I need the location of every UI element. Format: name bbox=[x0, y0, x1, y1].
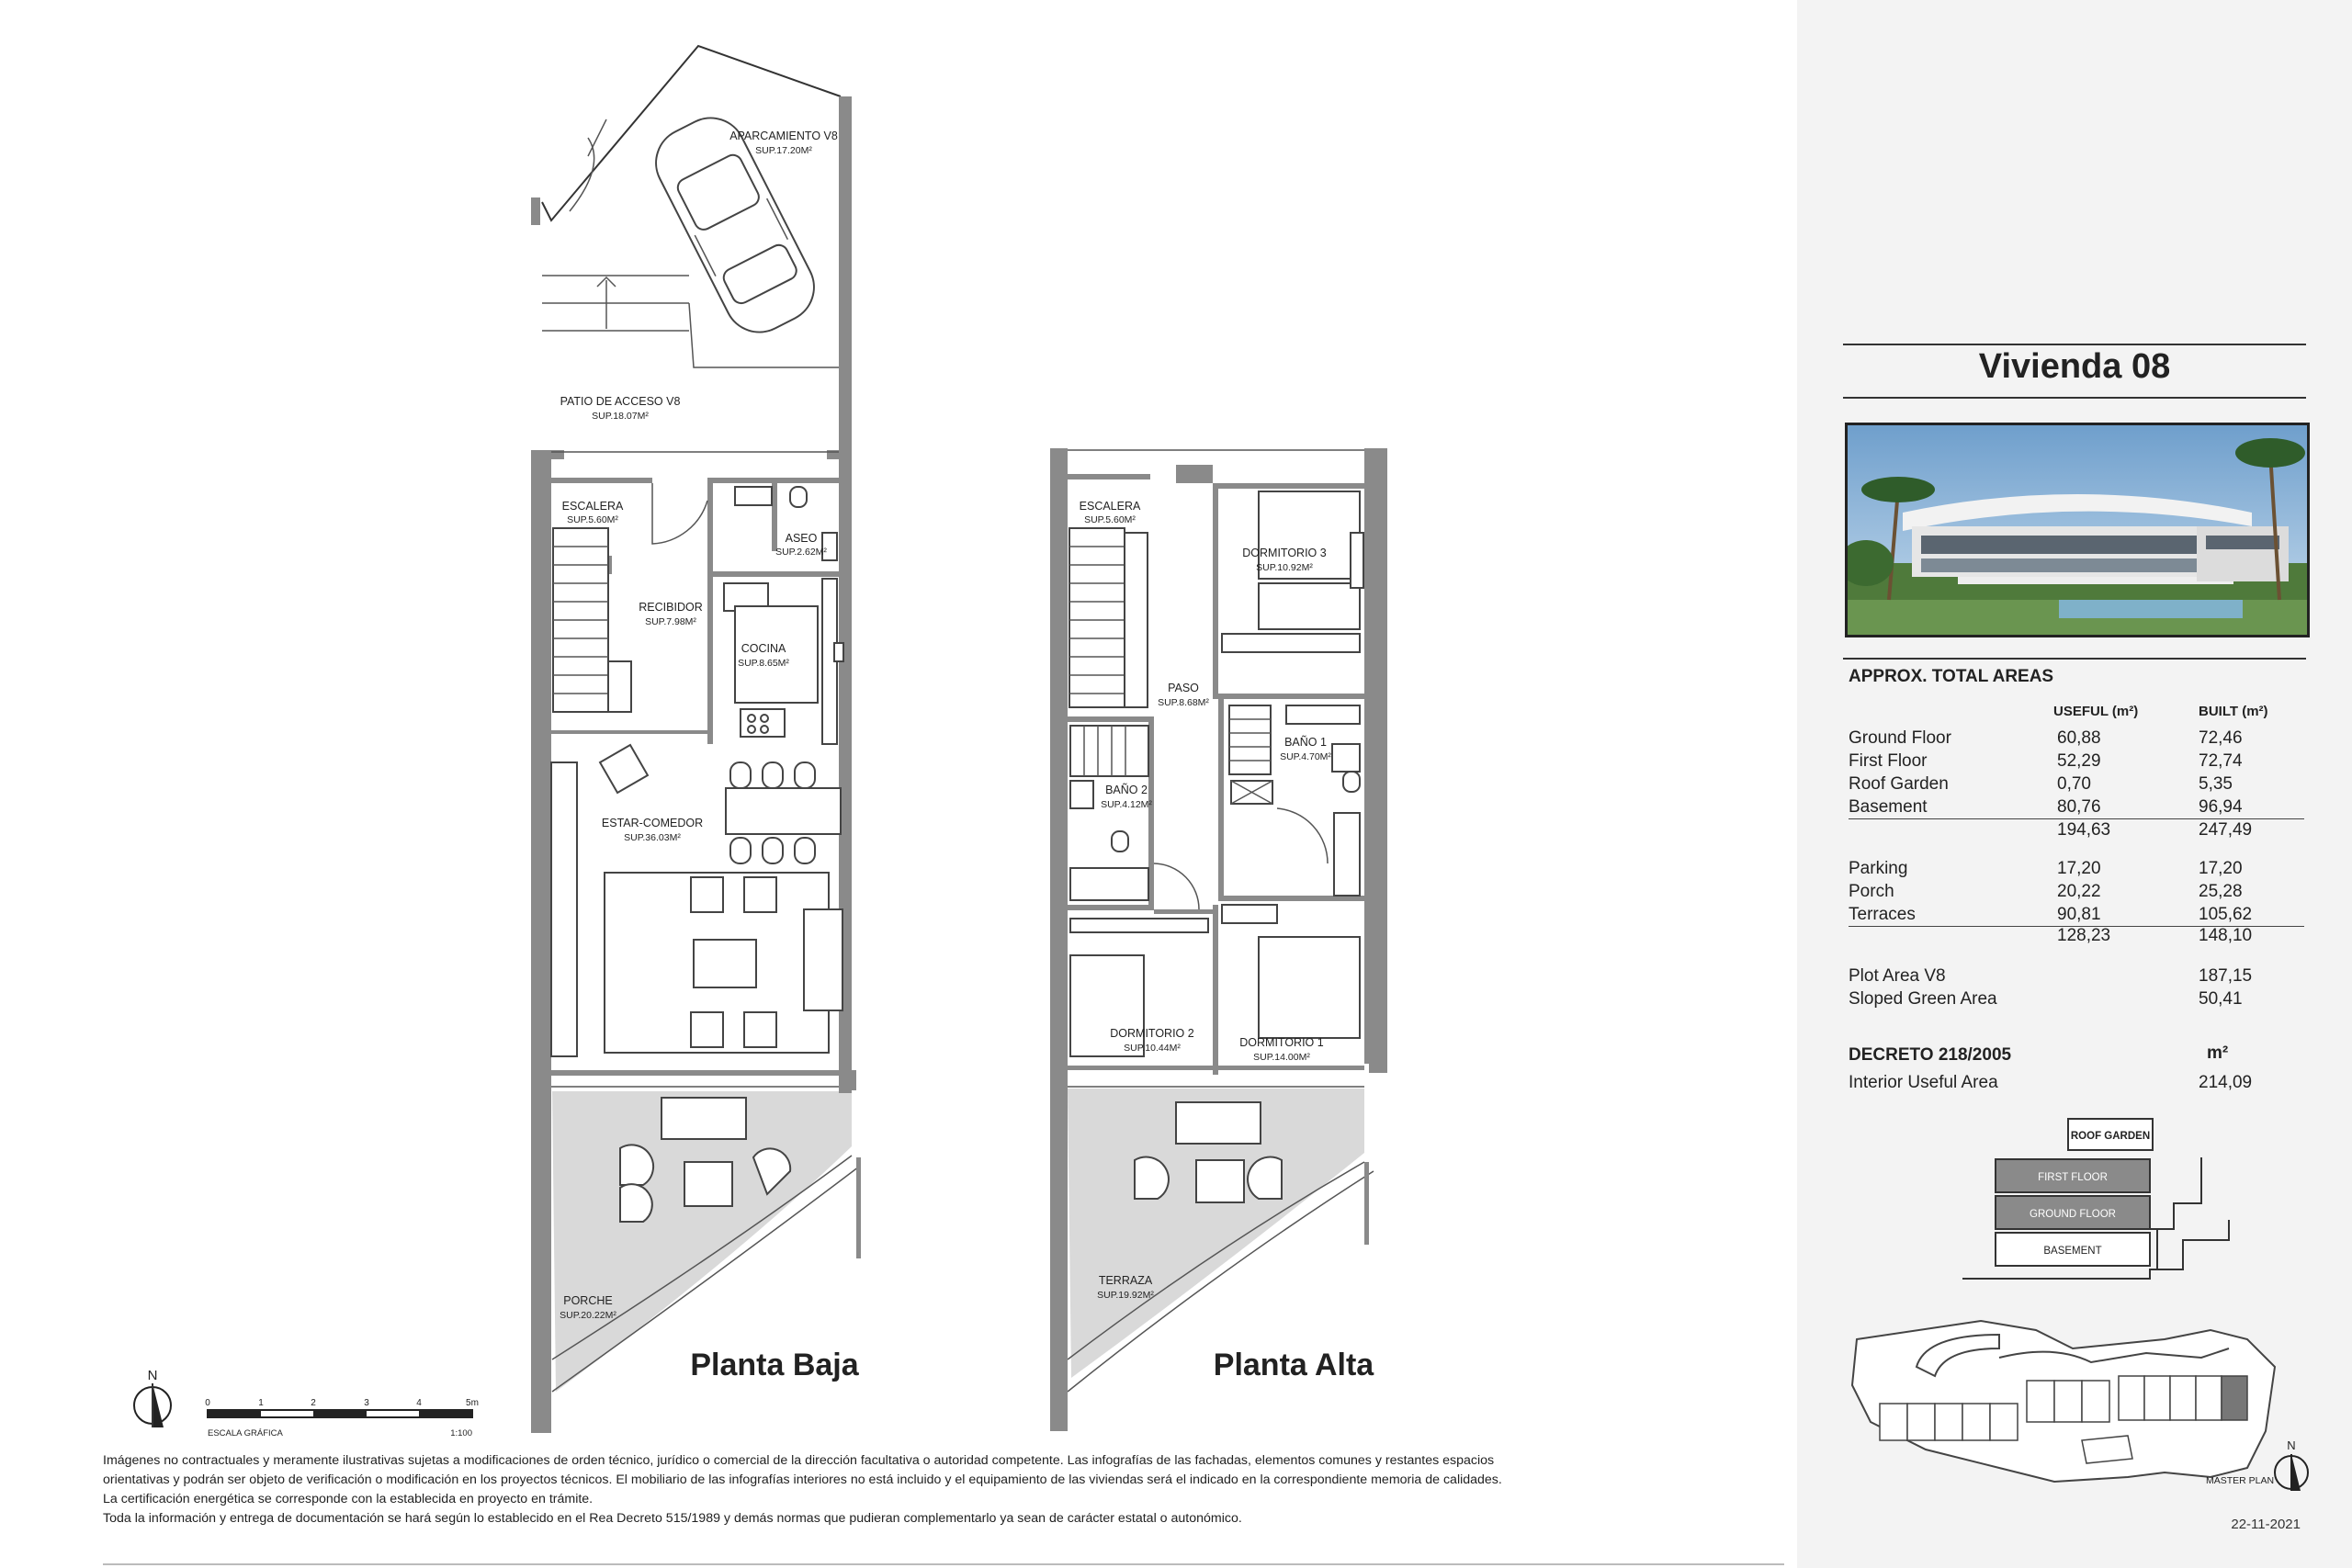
title-rule-bottom bbox=[1843, 397, 2306, 399]
row-useful: 0,70 bbox=[2057, 774, 2091, 794]
title-rule-top bbox=[1843, 344, 2306, 345]
recibidor-area: SUP.7.98M² bbox=[645, 616, 696, 627]
escalera-label: ESCALERA bbox=[561, 500, 624, 513]
bano2-area: SUP.4.12M² bbox=[1101, 799, 1152, 810]
dorm3-area: SUP.10.92M² bbox=[1256, 562, 1313, 573]
row-built: 72,74 bbox=[2199, 751, 2243, 771]
row-built: 72,46 bbox=[2199, 728, 2243, 748]
aseo-area: SUP.2.62M² bbox=[775, 547, 827, 558]
scale-tick-0: 0 bbox=[205, 1398, 210, 1408]
master-north-label: N bbox=[2287, 1438, 2296, 1452]
row-useful: 17,20 bbox=[2057, 859, 2101, 878]
row-useful: 80,76 bbox=[2057, 797, 2101, 817]
recibidor-label: RECIBIDOR bbox=[639, 601, 703, 614]
disclaimer-line: Toda la información y entrega de documentación se hará según lo establecido en el Rea Decreto 515/1989 y demás normas que pudieran complementarlo ya sean de carácter estatal o autonómico. bbox=[103, 1511, 1242, 1526]
disclaimer-text bbox=[103, 1451, 1784, 1529]
paso-label: PASO bbox=[1168, 682, 1199, 694]
row-label: Roof Garden bbox=[1849, 774, 1949, 794]
north-label: N bbox=[147, 1368, 158, 1383]
total2-built: 148,10 bbox=[2199, 926, 2253, 945]
col-useful-header: USEFUL (m²) bbox=[2053, 704, 2139, 719]
estar-area: SUP.36.03M² bbox=[624, 832, 681, 843]
toilet-icon bbox=[790, 487, 807, 507]
row-built: 105,62 bbox=[2199, 905, 2253, 924]
first-floor-plan bbox=[1050, 448, 1387, 1431]
decreto-unit: m² bbox=[2207, 1043, 2229, 1063]
disclaimer-line: La certificación energética se corresponde con la establecida en proyecto en trámite. bbox=[103, 1492, 594, 1506]
scale-tick-2: 2 bbox=[311, 1398, 316, 1408]
dorm3-label: DORMITORIO 3 bbox=[1242, 547, 1327, 559]
row-built: 5,35 bbox=[2199, 774, 2233, 794]
info-panel bbox=[1797, 0, 2352, 1568]
patio-label: PATIO DE ACCESO V8 bbox=[560, 395, 681, 408]
stairs-ground bbox=[553, 528, 631, 712]
row-built: 96,94 bbox=[2199, 797, 2243, 817]
patio-area: SUP.18.07M² bbox=[592, 411, 649, 422]
cocina-label: COCINA bbox=[741, 642, 786, 655]
total-rule-1 bbox=[1849, 818, 2304, 819]
escalera-first-area: SUP.5.60M² bbox=[1084, 514, 1136, 525]
porche-label: PORCHE bbox=[563, 1294, 613, 1307]
row-useful: 20,22 bbox=[2057, 882, 2101, 901]
bano1-area: SUP.4.70M² bbox=[1280, 751, 1331, 762]
disclaimer-line: orientativas y podrán ser objeto de verificación o modificación en los proyectos técnicos. El mobiliario de las infografías interiores no está incluido y el equipamiento de las viviendas será el indicado en la correspondiente memoria de calidades. bbox=[103, 1472, 1502, 1487]
level-ground-label: GROUND FLOOR bbox=[2030, 1209, 2116, 1220]
plot-area-label: Plot Area V8 bbox=[1849, 966, 1946, 986]
ground-floor-title: Planta Baja bbox=[690, 1348, 859, 1382]
bano2-label: BAÑO 2 bbox=[1105, 784, 1148, 796]
date-label: 22-11-2021 bbox=[2231, 1517, 2301, 1532]
photo-rule bbox=[1843, 658, 2306, 660]
porche-area: SUP.20.22M² bbox=[560, 1310, 616, 1321]
ground-floor-plan bbox=[531, 46, 861, 1433]
cocina-area: SUP.8.65M² bbox=[738, 658, 789, 669]
plot-area-value: 187,15 bbox=[2199, 966, 2253, 986]
row-useful: 90,81 bbox=[2057, 905, 2101, 924]
master-plan-map bbox=[1815, 1312, 2339, 1523]
level-diagram bbox=[1797, 1111, 2352, 1295]
escalera-area: SUP.5.60M² bbox=[567, 514, 618, 525]
bano1-label: BAÑO 1 bbox=[1284, 736, 1327, 749]
sloped-area-label: Sloped Green Area bbox=[1849, 989, 1997, 1009]
scale-tick-4: 4 bbox=[416, 1398, 422, 1408]
sloped-area-value: 50,41 bbox=[2199, 989, 2243, 1009]
scale-tick-1: 1 bbox=[258, 1398, 264, 1408]
dorm2-area: SUP.10.44M² bbox=[1124, 1043, 1181, 1054]
total1-useful: 194,63 bbox=[2057, 820, 2111, 840]
level-roof-label: ROOF GARDEN bbox=[2070, 1131, 2151, 1142]
disclaimer-line: Imágenes no contractuales y meramente ilustrativas sujetas a modificaciones de orden técnico, jurídico o comercial de la dirección facultativa o autoridad competente. Las infografías de las fachadas, elementos comunes y restantes espacios bbox=[103, 1453, 1495, 1468]
row-useful: 52,29 bbox=[2057, 751, 2101, 771]
scale-tick-3: 3 bbox=[364, 1398, 369, 1408]
scale-ratio: 1:100 bbox=[450, 1428, 472, 1438]
row-label: Parking bbox=[1849, 859, 1908, 878]
estar-label: ESTAR-COMEDOR bbox=[601, 817, 704, 829]
escalera-first-label: ESCALERA bbox=[1079, 500, 1141, 513]
row-label: Basement bbox=[1849, 797, 1928, 817]
property-title: Vivienda 08 bbox=[1978, 347, 2171, 386]
col-built-header: BUILT (m²) bbox=[2199, 704, 2268, 719]
interior-area-label: Interior Useful Area bbox=[1849, 1073, 1998, 1092]
level-basement-label: BASEMENT bbox=[2043, 1246, 2102, 1257]
paso-area: SUP.8.68M² bbox=[1158, 697, 1209, 708]
terraza-area: SUP.19.92M² bbox=[1097, 1290, 1154, 1301]
north-arrow bbox=[134, 1368, 171, 1427]
level-first-label: FIRST FLOOR bbox=[2038, 1172, 2108, 1183]
aseo-label: ASEO bbox=[785, 532, 818, 545]
dorm1-area: SUP.14.00M² bbox=[1253, 1052, 1310, 1063]
parking-label: APARCAMIENTO V8 bbox=[729, 130, 838, 142]
interior-area-value: 214,09 bbox=[2199, 1073, 2253, 1092]
living-furniture bbox=[551, 745, 842, 1056]
dorm2-label: DORMITORIO 2 bbox=[1110, 1027, 1194, 1040]
parking-area: SUP.17.20M² bbox=[755, 145, 812, 156]
row-built: 25,28 bbox=[2199, 882, 2243, 901]
master-plan-label: MASTER PLAN bbox=[2206, 1475, 2275, 1486]
scale-caption: ESCALA GRÁFICA bbox=[208, 1428, 283, 1438]
decreto-label: DECRETO 218/2005 bbox=[1849, 1045, 2012, 1065]
row-label: Porch bbox=[1849, 882, 1894, 901]
total2-useful: 128,23 bbox=[2057, 926, 2111, 945]
total1-built: 247,49 bbox=[2199, 820, 2253, 840]
row-label: First Floor bbox=[1849, 751, 1928, 771]
row-label: Terraces bbox=[1849, 905, 1916, 924]
terraza-label: TERRAZA bbox=[1098, 1274, 1153, 1287]
row-useful: 60,88 bbox=[2057, 728, 2101, 748]
property-render-image bbox=[1845, 423, 2310, 637]
dorm1-label: DORMITORIO 1 bbox=[1239, 1036, 1324, 1049]
scale-bar bbox=[205, 1398, 479, 1438]
first-floor-title: Planta Alta bbox=[1213, 1348, 1374, 1382]
row-label: Ground Floor bbox=[1849, 728, 1951, 748]
bottom-rule bbox=[103, 1563, 1784, 1565]
areas-heading: APPROX. TOTAL AREAS bbox=[1849, 667, 2054, 686]
row-built: 17,20 bbox=[2199, 859, 2243, 878]
scale-tick-5: 5m bbox=[466, 1398, 479, 1408]
